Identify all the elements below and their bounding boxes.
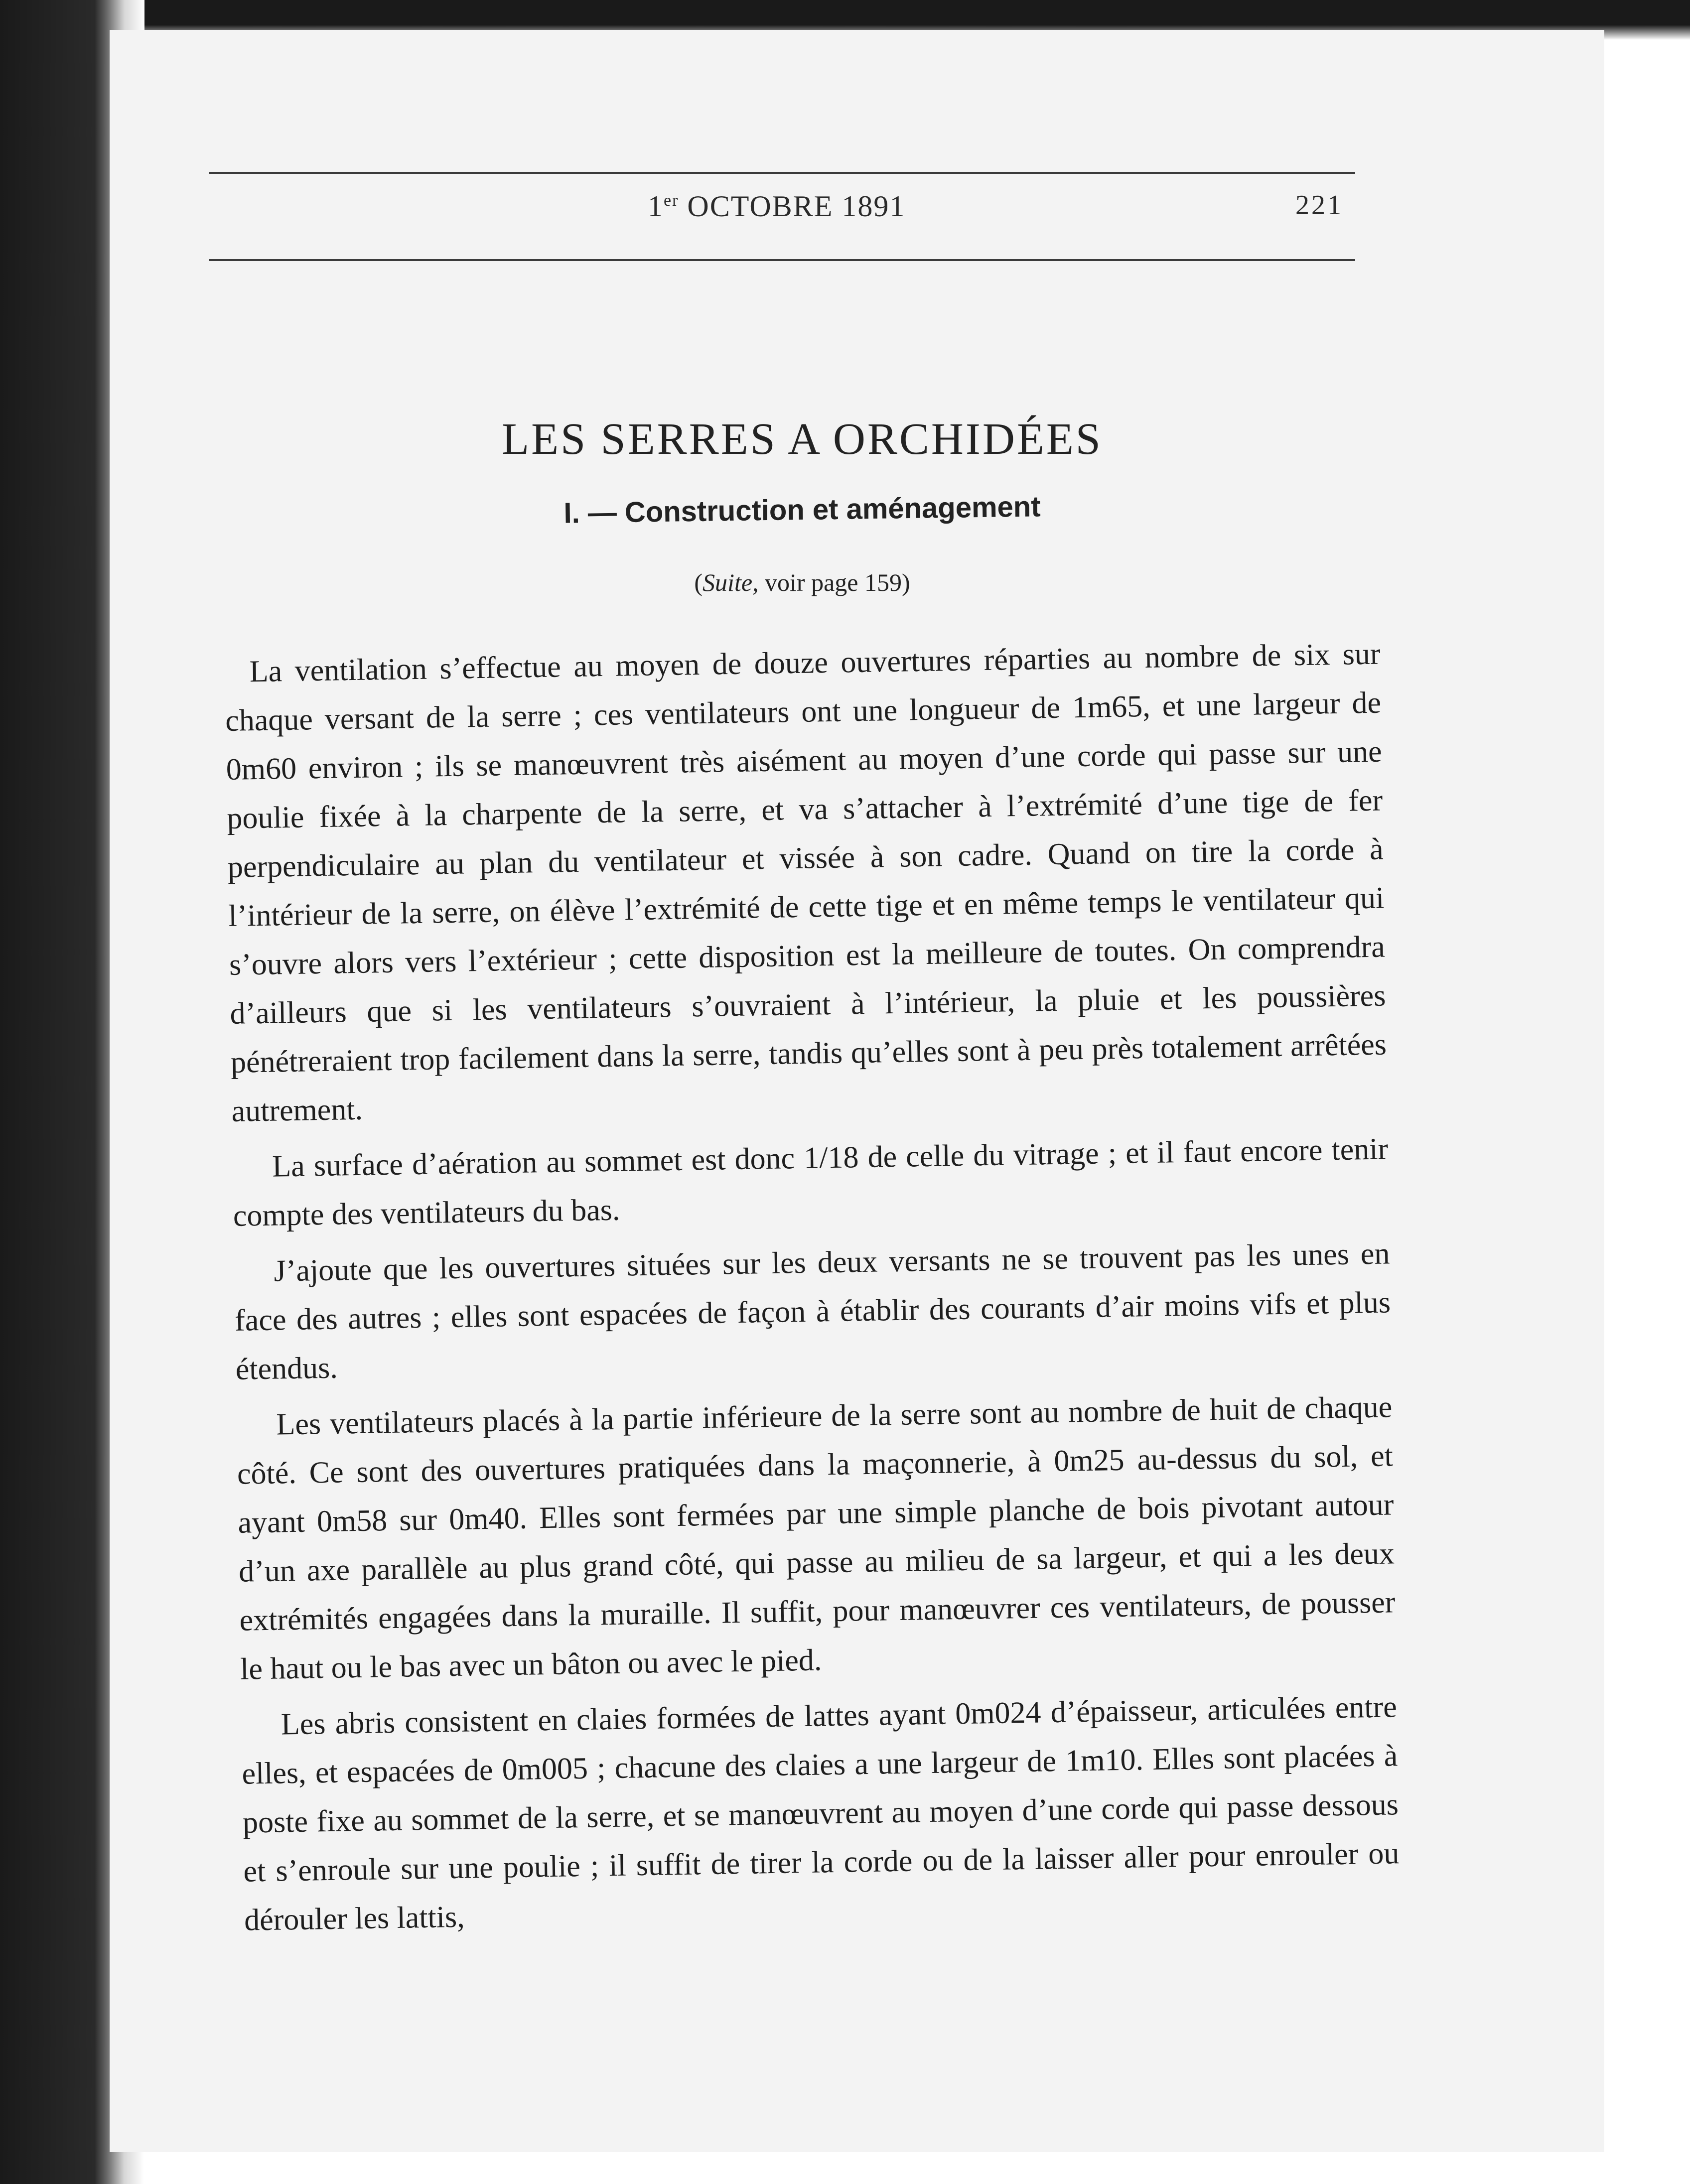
header-rule-top (209, 172, 1355, 174)
continuation-suite: Suite, (703, 568, 759, 596)
article-subtitle: I. — Construction et aménagement (563, 490, 1041, 530)
header-rule-bottom (209, 259, 1355, 261)
continuation-note (478, 568, 1126, 597)
continuation-open-paren: ( (694, 568, 703, 596)
continuation-rest: voir page 159) (758, 568, 910, 596)
body-paragraph: Les abris consistent en claies formées de lattes ayant 0m024 d’épaisseur, articulées entre elles, et espacées de 0m005 ; chacune des claies a une largeur de 1m10. Elles sont placées à poste fixe au sommet de la serre, et se manœuvrent au moyen d’une corde qui passe dessous et s’enroule sur une poulie ; il suffit de tirer la corde ou de la laisser aller pour enrouler ou dérouler les lattis, (241, 1690, 1400, 1937)
body-paragraph: Les ventilateurs placés à la partie inférieure de la serre sont au nombre de huit de chaque côté. Ce sont des ouvertures pratiquées dans la maçonnerie, à 0m25 au-dessus du sol, et ayant 0m58 sur 0m40. Elles sont fermées par une simple planche de bois pivotant autour d’un axe parallèle au plus grand côté, qui passe au milieu de sa largeur, et qui a les deux extrémités engagées dans la muraille. Il suffit, pour manœuvrer ces ventilateurs, de pousser le haut ou le bas avec un bâton ou avec le pied. (237, 1390, 1396, 1686)
body-paragraph: J’ajoute que les ouvertures situées sur les deux versants ne se trouvent pas les unes en face des autres ; elles sont espacées de façon à établir des courants d’air moins vifs et plus étendus. (234, 1236, 1391, 1386)
body-paragraph: La surface d’aération au sommet est donc 1/18 de celle du vitrage ; et il faut encore tenir compte des ventilateurs du bas. (233, 1132, 1389, 1233)
date-superscript: er (664, 191, 679, 210)
body-paragraph: La ventilation s’effectue au moyen de douze ouvertures réparties au nombre de six sur chaque versant de la serre ; ces ventilateurs ont une longueur de 1m65, et une largeur de 0m60 environ ; ils se manœuvrent très aisément au moyen d’une corde qui passe sur une poulie fixée à la charpente de la serre, et va s’attacher à l’extrémité d’une tige de fer perpendiculaire au plan du ventilateur et vissée à son cadre. Quand on tire la corde à l’intérieur de la serre, on élève l’extrémité de cette tige et en même temps le ventilateur qui s’ouvre alors vers l’extérieur ; cette disposition est la meilleure de toutes. On comprendra d’ailleurs que si les ventilateurs s’ouvraient à l’intérieur, la pluie et les poussières pénétreraient trop facilement dans la serre, tandis qu’elles sont à peu près totalement arrêtées autrement. (225, 637, 1387, 1128)
article-title: LES SERRES A ORCHIDÉES (502, 414, 1103, 464)
header-date (648, 189, 905, 224)
date-day: 1 (648, 190, 664, 223)
page-number: 221 (1295, 190, 1343, 221)
article-body (224, 630, 1401, 1952)
date-month-year: OCTOBRE 1891 (687, 190, 906, 223)
